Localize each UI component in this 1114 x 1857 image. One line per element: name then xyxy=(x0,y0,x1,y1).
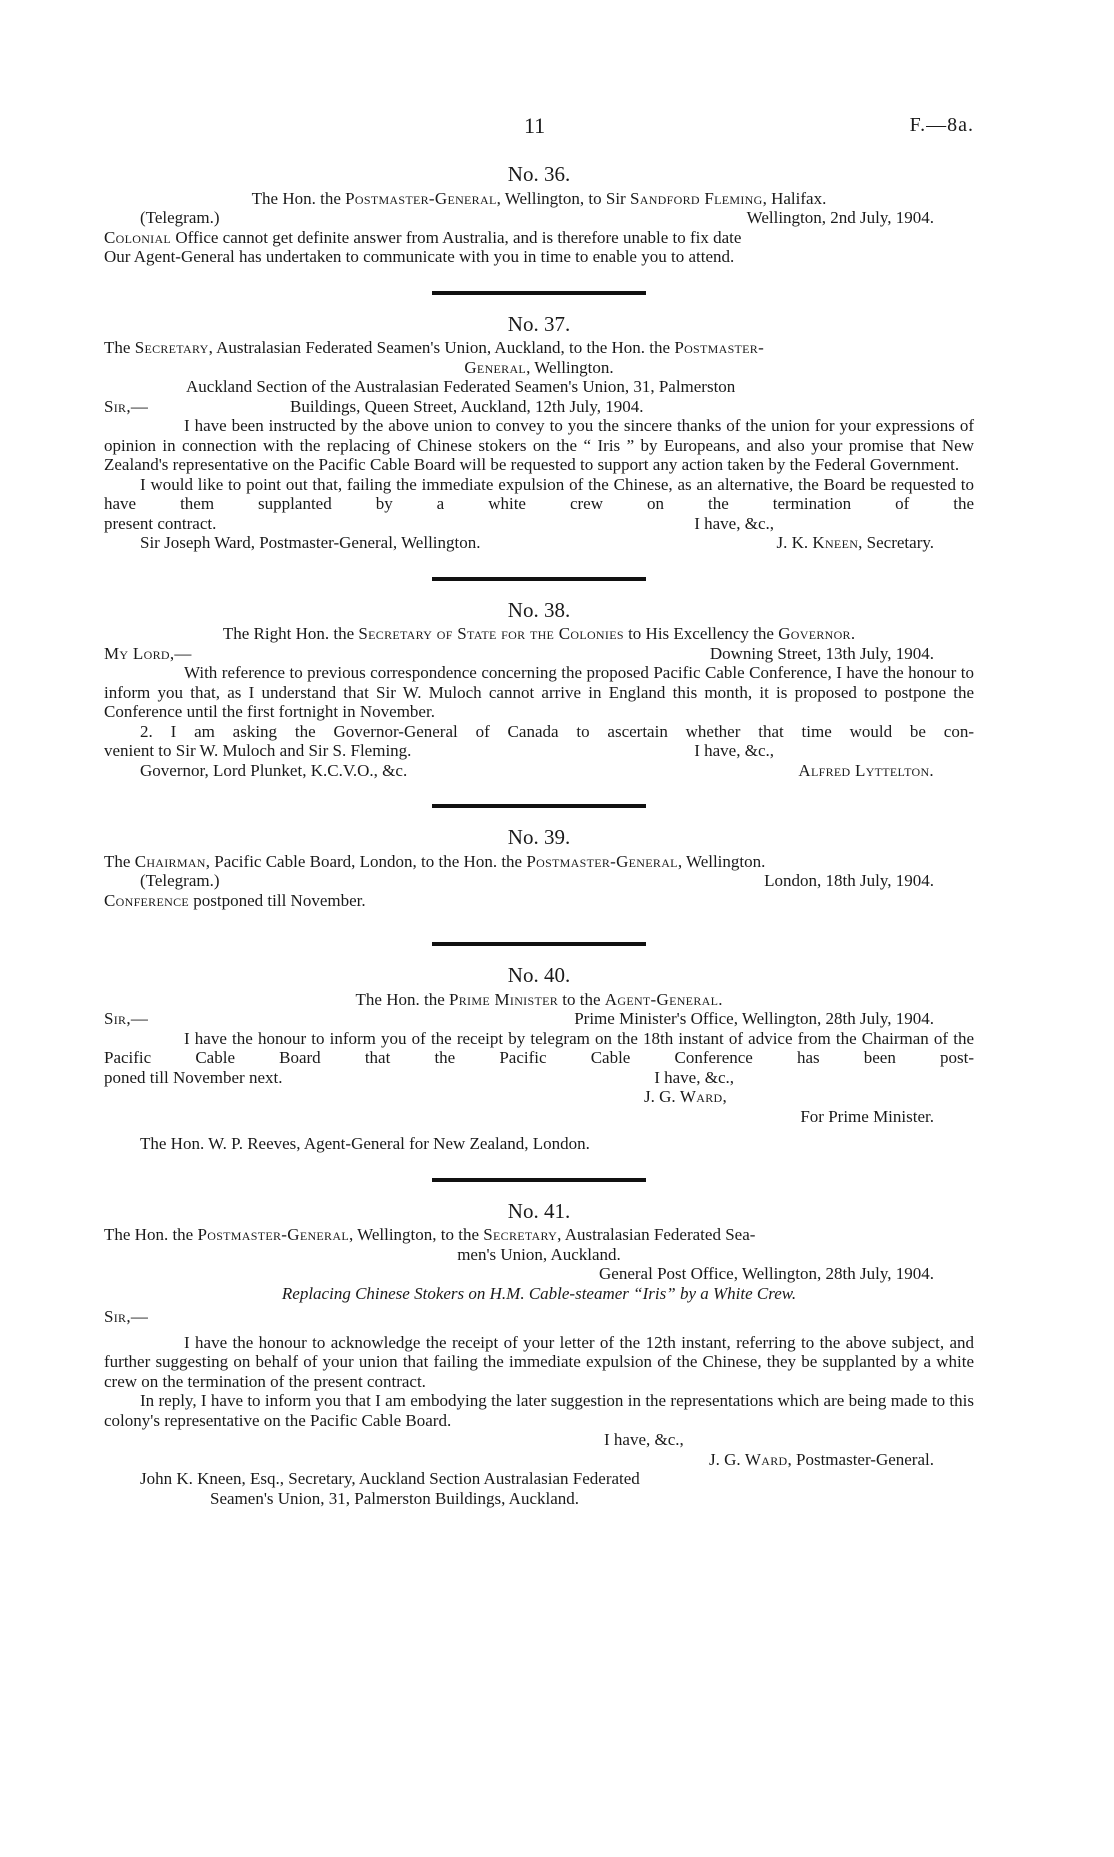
letter-no-41: No. 41. The Hon. the Postmaster-General, Wellington, to the Secretary, Australasian Federated Sea- men's Union, Auckland. General Post Office, Wellington, 28th July, 1904. Replacing Chinese Stokers on H.M. Cable-steamer “Iris” by a White Crew. Sir,— I have the honour to acknowledge the receipt of your letter of the 12th instant, referring to the above subject, and further suggesting on behalf of your union that failing the immediate expulsion of the Chinese, they be supplanted by a white crew on the termination of the present contract. In reply, I have to inform you that I am embodying the later suggestion in the representations which are being made to this colony's representative on the Pacific Cable Board. I have, &c., J. G. Ward, Postmaster-General. John K. Kneen, Esq., Secretary, Auckland Section Australasian Federated Seamen's Union, 31, Palmerston Buildings, Auckland. xyxy=(104,1198,974,1508)
closing: I have, &c., xyxy=(694,513,774,533)
letter-no-37: No. 37. The Secretary, Australasian Federated Seamen's Union, Auckland, to the Hon. the Postmaster- General, Wellington. Auckland Section of the Australasian Federated Seamen's Union, 31, Palmerston Buildings, Queen Street, Auckland, 12th July, 1904. Sir,— I have been instructed by the above union to convey to you the sincere thanks of the union for your expressions of opinion in connection with the replacing of Chinese stokers on the “ Iris ” by Europeans, and also your promise that New Zealand's representative on the Pacific Cable Board will be requested to support any action taken by the Federal Government. I would like to point out that, failing the immediate expulsion of the Chinese, as an alternative, the Board be requested to have them supplanted by a white crew on the termination of the present contract. I have, &c., Sir Joseph Ward, Postmaster-General, Wellington. J. K. Kneen, Secretary. xyxy=(104,311,974,552)
subject-line: Replacing Chinese Stokers on H.M. Cable-steamer “Iris” by a White Crew. xyxy=(281,1283,797,1303)
body-paragraph: With reference to previous correspondence concerning the proposed Pacific Cable Conference, I have the honour to inform you that, as I understand that Sir W. Muloch cannot arrive in England this month, it is proposed to postpone the Conference until the first fortnight in November. xyxy=(104,663,974,721)
closing: I have, &c., xyxy=(654,1067,734,1087)
letter-heading: The Hon. the Postmaster-General, Wellington, to Sir Sandford Fleming, Halifax. xyxy=(251,188,827,208)
dateline: Prime Minister's Office, Wellington, 28th July, 1904. xyxy=(574,1009,934,1028)
salutation: Sir,— xyxy=(104,1307,149,1326)
letter-heading: The Chairman, Pacific Cable Board, London, to the Hon. the Postmaster-General, Wellington. xyxy=(104,851,766,871)
letter-heading: The Hon. the Prime Minister to the Agent-General. xyxy=(355,989,723,1009)
addressee: The Hon. W. P. Reeves, Agent-General for New Zealand, London. xyxy=(140,1134,590,1153)
dateline: Wellington, 2nd July, 1904. xyxy=(746,208,934,227)
sender-address: Auckland Section of the Australasian Federated Seamen's Union, 31, Palmerston xyxy=(186,377,736,396)
page-number: 11 xyxy=(524,113,546,138)
letter-number: No. 36. xyxy=(507,162,571,186)
letter-heading: The Right Hon. the Secretary of State for the Colonies to His Excellency the Governor. xyxy=(222,624,856,643)
body-paragraph: I have been instructed by the above union to convey to you the sincere thanks of the union for your expressions of opinion in connection with the replacing of Chinese stokers on the “ Iris ” by Europeans, and also your promise that New Zealand's representative on the Pacific Cable Board will be requested to support any action taken by the Federal Government. xyxy=(104,416,974,474)
body-line: Conference postponed till November. xyxy=(104,890,366,910)
letter-heading: The Secretary, Australasian Federated Seamen's Union, Auckland, to the Hon. the Postmaster- xyxy=(104,338,765,357)
signature-role: For Prime Minister. xyxy=(800,1106,934,1126)
addressee: Seamen's Union, 31, Palmerston Buildings, Auckland. xyxy=(210,1488,580,1508)
telegram-label: (Telegram.) xyxy=(140,208,220,227)
body-line: Our Agent-General has undertaken to communicate with you in time to enable you to attend. xyxy=(104,247,735,266)
letter-no-40: No. 40. The Hon. the Prime Minister to the Agent-General. Sir,— Prime Minister's Office, Wellington, 28th July, 1904. I have the honour to inform you of the receipt by telegram on the 18th instant of advice from the Chairman of the Pacific Cable Board that the Pacific Cable Conference has been post- poned till November next. I have, &c., J. G. Ward, For Prime Minister. The Hon. W. P. Reeves, Agent-General for New Zealand, London. xyxy=(104,963,974,1153)
letter-number: No. 41. xyxy=(507,1198,571,1223)
document-page xyxy=(104,0,974,1508)
addressee: Governor, Lord Plunket, K.C.V.O., &c. xyxy=(140,760,408,780)
body-paragraph: In reply, I have to inform you that I am embodying the later suggestion in the representations which are being made to this colony's representative on the Pacific Cable Board. xyxy=(104,1391,974,1430)
addressee: Sir Joseph Ward, Postmaster-General, Wellington. xyxy=(140,533,481,552)
salutation: Sir,— xyxy=(104,396,149,416)
page-header xyxy=(104,0,974,165)
signature: J. K. Kneen, Secretary. xyxy=(776,533,934,552)
signature: J. G. Ward, xyxy=(644,1087,727,1106)
dateline: Downing Street, 13th July, 1904. xyxy=(709,643,934,663)
body-paragraph: I have the honour to inform you of the receipt by telegram on the 18th instant of advice from the Chairman of the Pacific Cable Board that the Pacific Cable Conference has been post- xyxy=(104,1028,974,1067)
salutation: Sir,— xyxy=(104,1009,149,1028)
body-line: Colonial Office cannot get definite answer from Australia, and is therefore unable to fix date xyxy=(104,227,742,247)
letter-heading: The Hon. the Postmaster-General, Wellington, to the Secretary, Australasian Federated Sea- xyxy=(104,1225,756,1244)
letter-number: No. 38. xyxy=(507,597,571,622)
dateline: General Post Office, Wellington, 28th July, 1904. xyxy=(599,1264,934,1283)
signature: J. G. Ward, Postmaster-General. xyxy=(709,1449,934,1469)
telegram-label: (Telegram.) xyxy=(140,871,220,890)
letter-number: No. 37. xyxy=(507,311,571,336)
closing: I have, &c., xyxy=(604,1430,684,1449)
body-paragraph: 2. I am asking the Governor-General of Canada to ascertain whether that time would be con- xyxy=(140,721,974,741)
signature: Alfred Lyttelton. xyxy=(798,760,934,780)
letter-no-36 xyxy=(104,162,974,267)
letter-number: No. 39. xyxy=(507,825,571,849)
body-paragraph: I would like to point out that, failing the immediate expulsion of the Chinese, as an alternative, the Board be requested to have them supplanted by a white crew on the termination of the xyxy=(104,474,974,513)
addressee: John K. Kneen, Esq., Secretary, Auckland Section Australasian Federated xyxy=(140,1469,640,1488)
sender-address: Buildings, Queen Street, Auckland, 12th July, 1904. xyxy=(290,396,644,416)
closing: I have, &c., xyxy=(694,741,774,760)
dateline: London, 18th July, 1904. xyxy=(764,871,934,890)
document-reference: F.—8a. xyxy=(909,114,974,136)
letter-no-38: No. 38. The Right Hon. the Secretary of State for the Colonies to His Excellency the Governor. My Lord,— Downing Street, 13th July, 1904. With reference to previous correspondence concerning the proposed Pacific Cable Conference, I have the honour to inform you that, as I understand that Sir W. Muloch cannot arrive in England this month, it is proposed to postpone the Conference until the first fortnight in November. 2. I am asking the Governor-General of Canada to ascertain whether that time would be con- venient to Sir W. Muloch and Sir S. Fleming. I have, &c., Governor, Lord Plunket, K.C.V.O., &c. Alfred Lyttelton. xyxy=(104,597,974,780)
body-paragraph: I have the honour to acknowledge the receipt of your letter of the 12th instant, referring to the above subject, and further suggesting on behalf of your union that failing the immediate expulsion of the Chinese, they be supplanted by a white crew on the termination of the present contract. xyxy=(104,1332,974,1391)
salutation: My Lord,— xyxy=(104,643,192,663)
telegram-line xyxy=(104,208,974,228)
letter-no-39 xyxy=(104,825,974,910)
letter-number: No. 40. xyxy=(507,963,571,987)
